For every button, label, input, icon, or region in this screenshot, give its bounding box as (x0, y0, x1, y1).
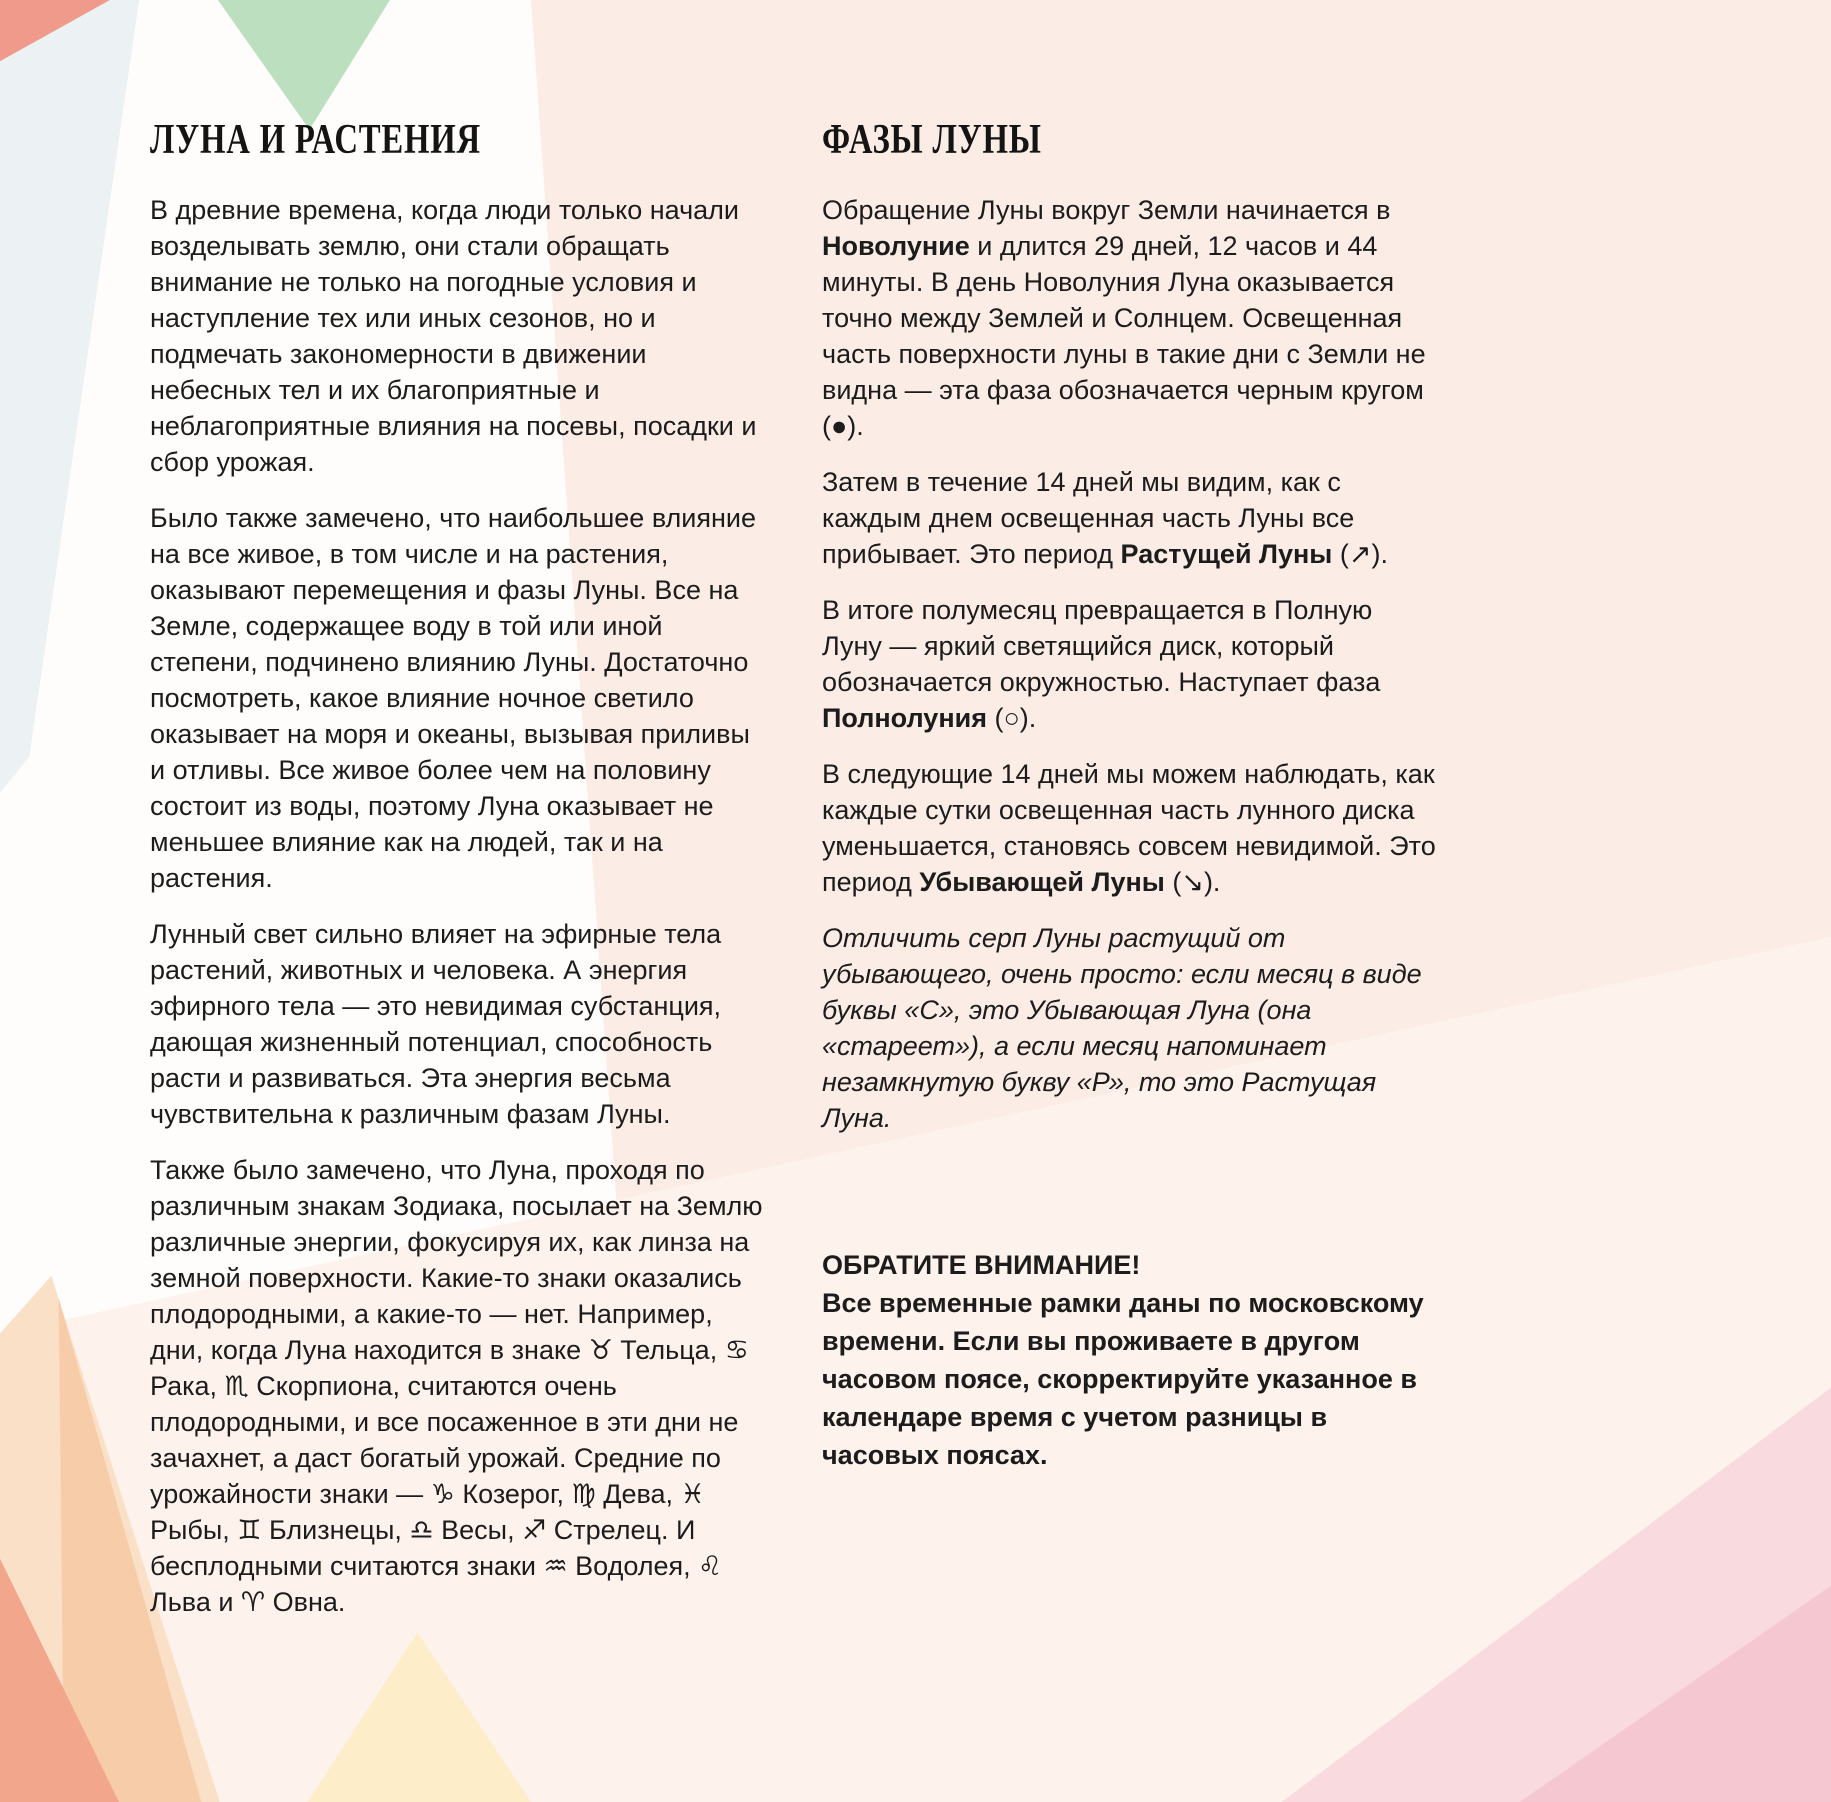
paragraph-segment: Затем в течение 14 дней мы видим, как с каждым днем освещенная часть Луны все прибывает. Это период (822, 467, 1355, 570)
paragraph-new-moon (822, 192, 1438, 444)
left-column (150, 118, 772, 1620)
paragraph-waxing-moon (822, 464, 1438, 572)
section-title-moon-phases: ФАЗЫ ЛУНЫ (822, 117, 1042, 163)
paragraph-waning-moon (822, 756, 1438, 900)
right-column (822, 118, 1438, 1474)
paragraph-zodiac-signs: Также было замечено, что Луна, проходя по различным знакам Зодиака, посылает на Землю различные энергии, фокусируя их, как линза на земной поверхности. Какие-то знаки оказались плодородными, а какие-то — нет. Например, дни, когда Луна находится в знаке ♉ Тельца, ♋ Рака, ♏ Скорпиона, считаются очень плодородными, и все посаженное в эти дни не зачахнет, а даст богатый урожай. Средние по урожайности знаки — ♑ Козерог, ♍ Дева, ♓ Рыбы, ♊ Близнецы, ♎ Весы, ♐ Стрелец. И бесплодными считаются знаки ♒ Водолея, ♌ Льва и ♈ Овна. (150, 1155, 763, 1618)
bold-term-waxing-moon: Растущей Луны (1120, 539, 1333, 570)
bold-term-waning-moon: Убывающей Луны (919, 867, 1165, 898)
paragraph-segment: Обращение Луны вокруг Земли начинается в (822, 195, 1391, 226)
notice-title: ОБРАТИТЕ ВНИМАНИЕ! (822, 1250, 1141, 1281)
bold-term-new-moon: Новолуние (822, 231, 970, 262)
paragraph-moon-influence: Было также замечено, что наибольшее влияние на все живое, в том числе и на растения, оказывают перемещения и фазы Луны. Все на Земле, содержащее воду в той или иной степени, подчинено влиянию Луны. Достаточно посмотреть, какое влияние ночное светило оказывает на моря и океаны, вызывая приливы и отливы. Все живое более чем на половину состоит из воды, поэтому Луна оказывает не меньшее влияние как на людей, так и на растения. (150, 503, 757, 894)
paragraph-segment: В следующие 14 дней мы можем наблюдать, как каждые сутки освещенная часть лунного диска уменьшается, становясь совсем невидимой. Это период (822, 759, 1436, 898)
paragraph-segment: В итоге полумесяц превращается в Полную Луну — яркий светящийся диск, который обозначается окружностью. Наступает фаза (822, 595, 1381, 698)
paragraph-moonlight: Лунный свет сильно влияет на эфирные тела растений, животных и человека. А энергия эфирного тела — это невидимая субстанция, дающая жизненный потенциал, способность расти и развиваться. Эта энергия весьма чувствительна к различным фазам Луны. (150, 919, 722, 1130)
paragraph-segment: (○). (986, 703, 1037, 734)
notice-text: Все временные рамки даны по московскому времени. Если вы проживаете в другом часовом поясе, скорректируйте указанное в календаре время с учетом разницы в часовых поясах. (822, 1288, 1424, 1471)
paragraph-segment: (↘). (1164, 867, 1221, 898)
bold-term-full-moon: Полнолуния (822, 703, 987, 734)
paragraph-ancient-times: В древние времена, когда люди только начали возделывать землю, они стали обращать внимание не только на погодные условия и наступление тех или иных сезонов, но и подмечать закономерности в движении небесных тел и их благоприятные и неблагоприятные влияния на посевы, посадки и сбор урожая. (150, 195, 757, 478)
paragraph-segment: и длится 29 дней, 12 часов и 44 минуты. В день Новолуния Луна оказывается точно между Землей и Солнцем. Освещенная часть поверхности луны в такие дни с Земли не видна — эта фаза обозначается черным кругом (●). (822, 231, 1426, 442)
paragraph-full-moon (822, 592, 1438, 736)
notice-block (822, 1246, 1438, 1474)
paragraph-segment: (↗). (1332, 539, 1388, 570)
paragraph-crescent-tip: Отличить серп Луны растущий от убывающего, очень просто: если месяц в виде буквы «С», это Убывающая Луна (она «стареет»), а если месяц напоминает незамкнутую букву «Р», то это Растущая Луна. (822, 923, 1422, 1134)
section-title-moon-and-plants: ЛУНА И РАСТЕНИЯ (150, 117, 481, 163)
